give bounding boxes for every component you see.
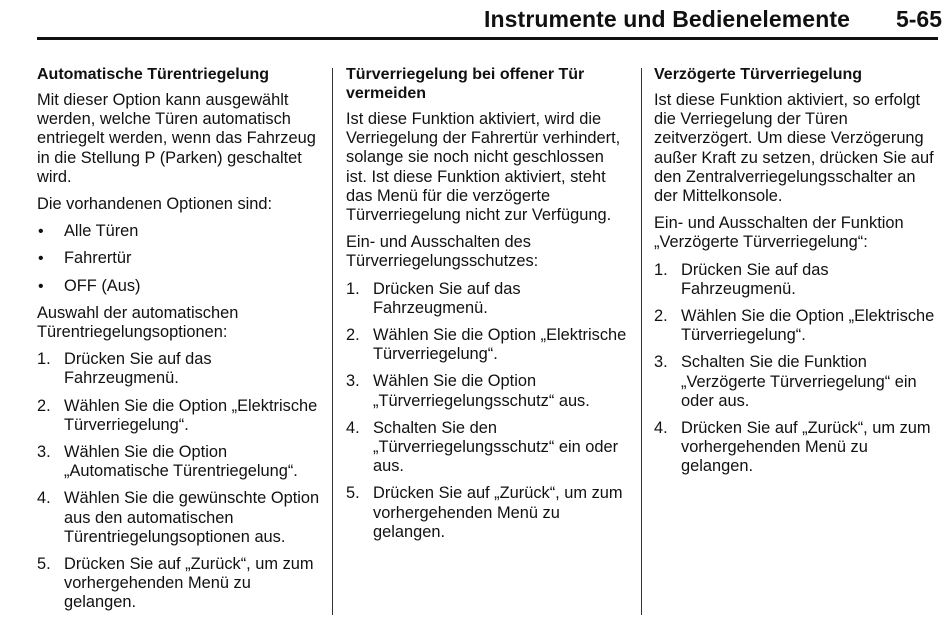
step-item bbox=[654, 307, 939, 345]
options-list bbox=[37, 222, 322, 296]
step-number: 4. bbox=[654, 419, 668, 438]
step-item bbox=[346, 419, 629, 477]
step-number: 3. bbox=[346, 372, 360, 391]
step-text: Drücken Sie auf das Fahrzeugmenü. bbox=[373, 279, 521, 317]
step-text: Wählen Sie die gewünschte Option aus den automatischen Türentriegelungsoptionen aus. bbox=[64, 489, 320, 546]
step-number: 2. bbox=[654, 307, 668, 326]
step-text: Wählen Sie die Option „Elektrische Türverriegelung“. bbox=[681, 307, 935, 345]
step-text: Schalten Sie den „Türverriegelungsschutz“ ein oder aus. bbox=[373, 418, 619, 476]
column-divider bbox=[641, 68, 642, 615]
option-label: Alle Türen bbox=[64, 222, 139, 241]
step-number: 4. bbox=[37, 489, 51, 508]
options-intro: Die vorhandenen Optionen sind: bbox=[37, 195, 273, 214]
column-automatic-unlock bbox=[37, 65, 322, 621]
step-item bbox=[654, 353, 939, 411]
step-text: Drücken Sie auf „Zurück“, um zum vorhergehenden Menü zu gelangen. bbox=[681, 419, 931, 476]
step-item bbox=[37, 489, 322, 547]
steps-list bbox=[346, 280, 629, 542]
step-text: Drücken Sie auf das Fahrzeugmenü. bbox=[64, 350, 212, 388]
bullet-icon: • bbox=[38, 223, 44, 241]
steps-intro: Ein- und Ausschalten der Funktion „Verzögerte Türverriegelung“: bbox=[654, 214, 904, 252]
step-number: 3. bbox=[37, 443, 51, 462]
steps-list bbox=[37, 350, 322, 612]
step-item bbox=[37, 555, 322, 613]
step-text: Wählen Sie die Option „Automatische Türentriegelung“. bbox=[64, 443, 298, 481]
step-text: Drücken Sie auf „Zurück“, um zum vorhergehenden Menü zu gelangen. bbox=[64, 555, 314, 612]
intro-paragraph: Ist diese Funktion aktiviert, wird die Verriegelung der Fahrertür verhindert, solange sie noch nicht geschlossen ist. Ist diese Funktion aktiviert, steht das Menü für die verzögerte Türverriegelung nicht zur Verfügung. bbox=[346, 110, 621, 225]
section-title: Instrumente und Bedienelemente bbox=[484, 6, 850, 32]
steps-list bbox=[654, 261, 939, 477]
list-item bbox=[37, 222, 322, 241]
option-label: OFF (Aus) bbox=[64, 276, 141, 295]
step-item bbox=[37, 397, 322, 435]
step-text: Wählen Sie die Option „Elektrische Türverriegelung“. bbox=[373, 326, 627, 364]
page-header bbox=[0, 0, 950, 40]
step-text: Wählen Sie die Option „Elektrische Türverriegelung“. bbox=[64, 396, 318, 434]
list-item bbox=[37, 277, 322, 296]
steps-intro: Auswahl der automatischen Türentriegelungsoptionen: bbox=[37, 303, 239, 342]
step-number: 1. bbox=[37, 350, 51, 369]
step-number: 5. bbox=[37, 555, 51, 574]
section-heading: Türverriegelung bei offener Tür vermeiden bbox=[346, 66, 585, 102]
section-heading: Verzögerte Türverriegelung bbox=[654, 66, 863, 83]
step-text: Schalten Sie die Funktion „Verzögerte Türverriegelung“ ein oder aus. bbox=[681, 353, 917, 410]
step-text: Drücken Sie auf „Zurück“, um zum vorhergehenden Menü zu gelangen. bbox=[373, 484, 623, 541]
header-rule bbox=[37, 37, 938, 40]
step-number: 1. bbox=[654, 260, 668, 279]
step-text: Drücken Sie auf das Fahrzeugmenü. bbox=[681, 260, 829, 298]
bullet-icon: • bbox=[38, 277, 44, 295]
step-text: Wählen Sie die Option „Türverriegelungsschutz“ aus. bbox=[373, 372, 590, 410]
step-number: 2. bbox=[346, 326, 360, 345]
step-item bbox=[346, 372, 629, 410]
intro-paragraph: Ist diese Funktion aktiviert, so erfolgt die Verriegelung der Türen zeitverzögert. Um diese Verzögerung außer Kraft zu setzen, drücken Sie auf den Zentralverriegelungsschalter an der Mittelkonsole. bbox=[654, 91, 934, 206]
steps-intro: Ein- und Ausschalten des Türverriegelungsschutzes: bbox=[346, 233, 539, 271]
step-item bbox=[37, 350, 322, 388]
step-item bbox=[654, 261, 939, 299]
step-item bbox=[346, 280, 629, 318]
column-open-door-lockout bbox=[346, 65, 629, 550]
step-item bbox=[654, 419, 939, 477]
step-number: 1. bbox=[346, 279, 360, 298]
column-delayed-locking bbox=[654, 65, 939, 485]
column-divider bbox=[332, 68, 333, 615]
bullet-icon: • bbox=[38, 250, 44, 268]
step-item bbox=[37, 443, 322, 481]
page-number: 5-65 bbox=[895, 6, 942, 32]
section-heading: Automatische Türentriegelung bbox=[37, 66, 270, 83]
step-number: 4. bbox=[346, 418, 360, 437]
option-label: Fahrertür bbox=[64, 249, 132, 268]
list-item bbox=[37, 249, 322, 268]
step-item bbox=[346, 326, 629, 364]
step-number: 5. bbox=[346, 484, 360, 503]
step-number: 2. bbox=[37, 396, 51, 415]
step-item bbox=[346, 484, 629, 542]
intro-paragraph: Mit dieser Option kann ausgewählt werden, welche Türen automatisch entriegelt werden, wenn das Fahrzeug in die Stellung P (Parken) geschaltet wird. bbox=[37, 91, 316, 186]
step-number: 3. bbox=[654, 353, 668, 372]
